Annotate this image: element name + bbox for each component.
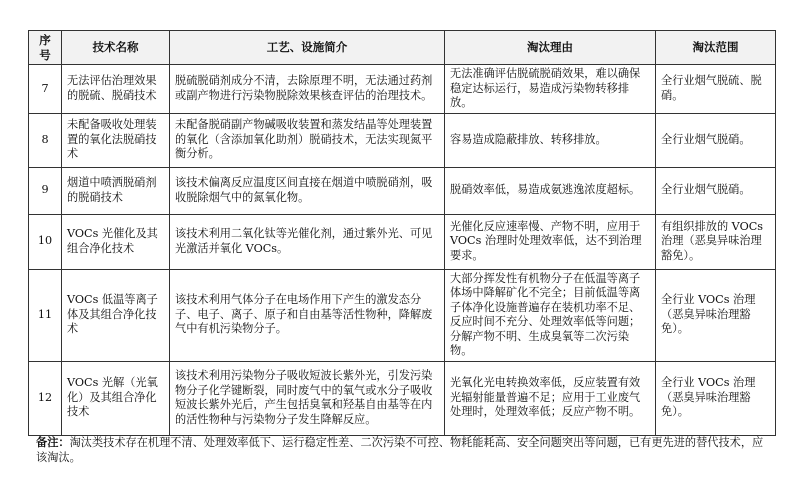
row-name: VOCs 光催化及其组合净化技术 [62,214,170,269]
header-intro: 工艺、设施简介 [170,31,445,65]
row-reason: 光氧化光电转换效率低，反应装置有效光辐射能量普遍不足；应用于工业废气处理时，处理效率低；反应产物不明。 [445,361,656,435]
row-scope: 全行业烟气脱硝。 [656,113,776,167]
row-intro: 该技术偏离反应温度区间直接在烟道中喷脱硝剂，吸收脱除烟气中的氮氧化物。 [170,167,445,214]
row-name: 烟道中喷洒脱硝剂的脱硝技术 [62,167,170,214]
row-intro: 脱硫脱硝剂成分不清，去除原理不明，无法通过药剂或副产物进行污染物脱除效果核查评估的治理技术。 [170,65,445,114]
row-scope: 全行业 VOCs 治理（恶臭异味治理豁免）。 [656,269,776,361]
elimination-table [28,30,776,436]
row-scope: 全行业烟气脱硝。 [656,167,776,214]
row-no: 11 [29,269,62,361]
table-row [29,65,776,114]
row-intro: 该技术利用污染物分子吸收短波长紫外光，引发污染物分子化学键断裂，同时废气中的氧气或水分子吸收短波长紫外光后，产生包括臭氧和羟基自由基等在内的活性物种与污染物分子发生降解反应。 [170,361,445,435]
row-intro: 未配备脱硝副产物碱吸收装置和蒸发结晶等处理装置的氧化（含添加氧化助剂）脱硝技术，无法实现氮平衡分析。 [170,113,445,167]
row-intro: 该技术利用二氧化钛等光催化剂，通过紫外光、可见光激活并氧化 VOCs。 [170,214,445,269]
header-scope: 淘汰范围 [656,31,776,65]
header-name: 技术名称 [62,31,170,65]
row-name: 未配备吸收处理装置的氧化法脱硝技术 [62,113,170,167]
table-row [29,214,776,269]
row-name: VOCs 光解（光氧化）及其组合净化技术 [62,361,170,435]
row-reason: 容易造成隐蔽排放、转移排放。 [445,113,656,167]
note-text: 淘汰类技术存在机理不清、处理效率低下、运行稳定性差、二次污染不可控、物耗能耗高、安全问题突出等问题，已有更先进的替代技术，应该淘汰。 [36,436,764,464]
row-reason: 脱硝效率低，易造成氨逃逸浓度超标。 [445,167,656,214]
table-note [36,435,772,465]
row-no: 9 [29,167,62,214]
row-name: 无法评估治理效果的脱硫、脱硝技术 [62,65,170,114]
row-no: 8 [29,113,62,167]
header-no: 序号 [29,31,62,65]
row-reason: 大部分挥发性有机物分子在低温等离子体场中降解矿化不完全；目前低温等离子体净化设施普遍存在装机功率不足、反应时间不充分、处理效率低等问题；分解产物不明、生成臭氧等二次污染物。 [445,269,656,361]
row-intro: 该技术利用气体分子在电场作用下产生的激发态分子、电子、离子、原子和自由基等活性物种，降解废气中有机污染物分子。 [170,269,445,361]
table-row [29,269,776,361]
row-reason: 光催化反应速率慢、产物不明，应用于 VOCs 治理时处理效率低，达不到治理要求。 [445,214,656,269]
table-row [29,113,776,167]
row-name: VOCs 低温等离子体及其组合净化技术 [62,269,170,361]
table-row [29,361,776,435]
row-no: 7 [29,65,62,114]
row-reason: 无法准确评估脱硫脱硝效果，难以确保稳定达标运行，易造成污染物转移排放。 [445,65,656,114]
table-header-row [29,31,776,65]
row-no: 12 [29,361,62,435]
row-no: 10 [29,214,62,269]
table-row [29,167,776,214]
note-label: 备注： [36,436,70,449]
row-scope: 全行业烟气脱硫、脱硝。 [656,65,776,114]
header-reason: 淘汰理由 [445,31,656,65]
row-scope: 有组织排放的 VOCs 治理（恶臭异味治理豁免）。 [656,214,776,269]
row-scope: 全行业 VOCs 治理（恶臭异味治理豁免）。 [656,361,776,435]
